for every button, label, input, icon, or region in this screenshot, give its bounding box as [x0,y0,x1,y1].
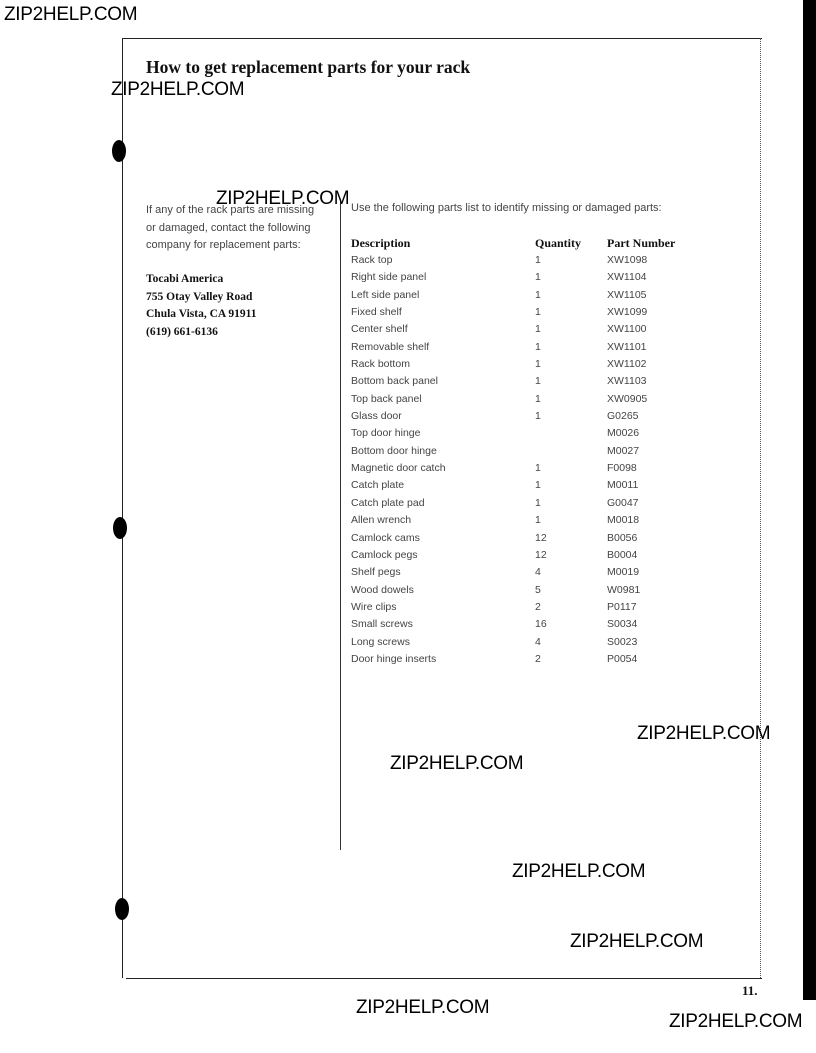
part-number: B0004 [607,548,638,561]
part-description: Long screws [351,635,410,648]
part-number: M0027 [607,444,640,457]
header-description: Description [351,236,411,250]
part-quantity: 5 [535,583,541,596]
watermark: ZIP2HELP.COM [390,753,524,774]
table-row [351,392,751,409]
table-row [351,531,751,548]
part-number: XW1105 [607,288,647,301]
parts-list-intro: Use the following parts list to identify missing or damaged parts: [351,202,662,214]
part-number: P0117 [607,600,637,613]
part-quantity: 1 [535,479,541,492]
table-row [351,340,751,357]
part-description: Catch plate [351,479,405,492]
part-description: Bottom door hinge [351,444,437,457]
part-description: Fixed shelf [351,306,402,319]
part-description: Bottom back panel [351,375,438,388]
watermark: ZIP2HELP.COM [637,723,771,744]
part-number: S0034 [607,618,638,631]
part-description: Magnetic door catch [351,462,446,475]
part-quantity: 1 [535,410,541,423]
column-divider [340,200,341,850]
part-quantity: 1 [535,323,541,336]
page-frame-bottom [126,978,762,979]
part-quantity: 2 [535,652,541,665]
part-number: XW1103 [607,375,647,388]
company-name: Tocabi America [146,273,224,285]
part-number: S0023 [607,635,638,648]
part-quantity: 16 [535,618,547,631]
page-title: How to get replacement parts for your rack [146,57,471,77]
part-description: Left side panel [351,288,420,301]
part-description: Top back panel [351,392,422,405]
part-quantity: 1 [535,392,541,405]
part-number: B0056 [607,531,638,544]
table-row [351,600,751,617]
part-number: M0026 [607,427,640,440]
part-number: M0011 [607,479,639,492]
part-number: W0981 [607,583,641,596]
table-row [351,496,751,513]
part-description: Camlock pegs [351,548,418,561]
part-quantity: 1 [535,496,541,509]
part-quantity: 12 [535,531,547,544]
part-number: G0047 [607,496,639,509]
table-row [351,444,751,461]
table-row [351,635,751,652]
part-quantity: 1 [535,358,541,371]
part-quantity: 1 [535,288,541,301]
parts-table [351,253,751,669]
company-city: Chula Vista, CA 91911 [146,308,257,320]
table-row [351,617,751,634]
part-description: Wire clips [351,600,397,613]
part-quantity: 4 [535,566,541,579]
table-row [351,548,751,565]
watermark: ZIP2HELP.COM [512,861,646,882]
part-number: P0054 [607,652,638,665]
header-quantity: Quantity [535,236,582,250]
watermark: ZIP2HELP.COM [669,1011,803,1032]
table-row [351,565,751,582]
table-row [351,409,751,426]
table-row [351,513,751,530]
watermark: ZIP2HELP.COM [111,79,245,100]
table-row [351,270,751,287]
part-quantity: 1 [535,462,541,475]
part-number: M0018 [607,514,640,527]
watermark: ZIP2HELP.COM [570,931,704,952]
part-number: XW1098 [607,254,648,266]
part-number: XW1100 [607,323,647,336]
part-quantity: 1 [535,271,541,284]
part-number: XW1101 [607,340,647,353]
binder-hole-mark [112,140,126,162]
table-row [351,478,751,495]
company-address [146,271,336,341]
part-description: Top door hinge [351,427,421,440]
company-street: 755 Otay Valley Road [146,290,253,303]
part-number: XW1104 [607,271,647,284]
part-description: Removable shelf [351,340,430,353]
part-quantity: 4 [535,635,541,648]
watermark: ZIP2HELP.COM [4,4,138,25]
part-description: Camlock cams [351,531,420,544]
part-description: Rack top [351,254,393,266]
table-row [351,652,751,669]
table-row [351,374,751,391]
part-number: XW1102 [607,358,647,371]
page-frame-top [122,38,762,39]
watermark: ZIP2HELP.COM [356,997,490,1018]
table-row [351,288,751,305]
table-row [351,305,751,322]
part-description: Glass door [351,410,402,423]
part-quantity: 12 [535,548,547,561]
part-description: Center shelf [351,323,408,336]
part-description: Allen wrench [351,514,412,527]
part-description: Door hinge inserts [351,652,437,665]
part-quantity: 1 [535,306,541,319]
part-number: XW0905 [607,392,648,405]
part-quantity: 1 [535,254,541,266]
part-quantity: 1 [535,375,541,388]
table-row [351,253,751,270]
scan-edge-bar [803,0,816,1000]
part-number: F0098 [607,462,637,475]
table-row [351,357,751,374]
table-row [351,583,751,600]
table-row [351,426,751,443]
table-row [351,461,751,478]
part-description: Small screws [351,618,413,631]
binder-hole-mark [115,898,129,920]
part-quantity: 2 [535,600,541,613]
part-description: Right side panel [351,271,427,284]
part-quantity: 1 [535,340,541,353]
part-number: G0265 [607,410,639,423]
binder-hole-mark [113,517,127,539]
table-row [351,322,751,339]
part-description: Wood dowels [351,583,414,596]
part-quantity: 1 [535,514,541,527]
part-description: Shelf pegs [351,566,401,579]
part-description: Rack bottom [351,358,410,371]
contact-instructions: If any of the rack parts are missing or damaged, contact the following company for replacement parts: [146,204,315,251]
part-number: XW1099 [607,306,648,319]
company-phone: (619) 661-6136 [146,325,218,338]
page-frame-left [122,38,123,978]
page-frame-right [760,38,761,978]
part-number: M0019 [607,566,640,579]
page-number: 11. [742,983,758,998]
watermark: ZIP2HELP.COM [216,188,350,209]
header-part-number: Part Number [607,236,676,250]
part-description: Catch plate pad [351,496,425,509]
